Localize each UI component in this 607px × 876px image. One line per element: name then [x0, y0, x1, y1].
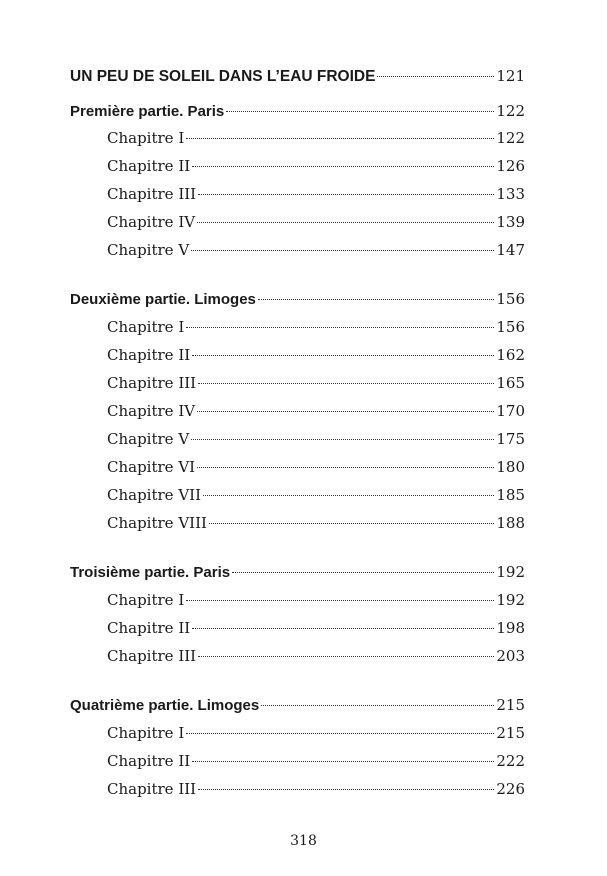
dot-leader: [198, 656, 494, 657]
toc-entry-title: Chapitre I: [107, 318, 185, 336]
toc-entry-page: 188: [496, 514, 525, 532]
dot-leader: [192, 166, 494, 167]
toc-entry-title: Chapitre III: [107, 374, 197, 392]
dot-leader: [192, 761, 494, 762]
toc-entry-title: Chapitre III: [107, 780, 197, 798]
toc-entry-page: 175: [496, 430, 525, 448]
toc-entry-title: UN PEU DE SOLEIL DANS L’EAU FROIDE: [70, 68, 376, 85]
dot-leader: [197, 467, 494, 468]
toc-entry-part: [70, 695, 525, 716]
toc-entry-chapter: [107, 317, 525, 337]
toc-entry-page: 226: [496, 780, 525, 798]
toc-entry-title: Chapitre III: [107, 647, 197, 665]
toc-entry-chapter: [107, 429, 525, 449]
dot-leader: [226, 111, 494, 112]
toc-entry-page: 156: [496, 290, 525, 308]
toc-entry-title: Chapitre IV: [107, 402, 196, 420]
toc-entry-chapter: [107, 240, 525, 260]
dot-leader: [192, 628, 494, 629]
toc-entry-chapter: [107, 184, 525, 204]
toc-entry-page: 222: [496, 752, 525, 770]
dot-leader: [258, 299, 494, 300]
toc-entry-chapter: [107, 345, 525, 365]
toc-entry-page: 192: [496, 563, 525, 581]
dot-leader: [197, 411, 494, 412]
toc-entry-book-title: [70, 66, 525, 87]
toc-entry-chapter: [107, 128, 525, 148]
toc-entry-page: 165: [496, 374, 525, 392]
toc-entry-page: 203: [496, 647, 525, 665]
dot-leader: [186, 600, 494, 601]
toc-entry-title: Troisième partie. Paris: [70, 564, 231, 581]
dot-leader: [186, 327, 494, 328]
toc-entry-page: 170: [496, 402, 525, 420]
toc-entry-part: [70, 101, 525, 122]
toc-entry-chapter: [107, 373, 525, 393]
toc-entry-page: 185: [496, 486, 525, 504]
toc-entry-page: 198: [496, 619, 525, 637]
toc-entry-title: Chapitre I: [107, 129, 185, 147]
toc-entry-chapter: [107, 513, 525, 533]
dot-leader: [261, 705, 494, 706]
toc-entry-page: 126: [496, 157, 525, 175]
toc-entry-title: Chapitre I: [107, 591, 185, 609]
toc-entry-chapter: [107, 212, 525, 232]
toc-entry-chapter: [107, 751, 525, 771]
toc-entry-chapter: [107, 779, 525, 799]
toc-entry-title: Chapitre III: [107, 185, 197, 203]
toc-entry-chapter: [107, 723, 525, 743]
toc-entry-title: Chapitre VI: [107, 458, 196, 476]
toc-entry-page: 122: [496, 129, 525, 147]
dot-leader: [377, 76, 494, 77]
dot-leader: [209, 523, 494, 524]
toc-entry-chapter: [107, 618, 525, 638]
dot-leader: [197, 222, 494, 223]
toc-entry-page: 139: [496, 213, 525, 231]
toc-entry-title: Chapitre VIII: [107, 514, 207, 532]
dot-leader: [191, 250, 494, 251]
dot-leader: [198, 789, 494, 790]
toc-entry-title: Quatrième partie. Limoges: [70, 697, 260, 714]
toc-entry-title: Chapitre II: [107, 752, 191, 770]
toc-entry-title: Chapitre I: [107, 724, 185, 742]
toc-entry-page: 122: [496, 102, 525, 120]
toc-entry-part: [70, 289, 525, 310]
toc-entry-page: 156: [496, 318, 525, 336]
page-number: 318: [290, 833, 317, 849]
dot-leader: [191, 439, 494, 440]
toc-entry-chapter: [107, 401, 525, 421]
toc-entry-chapter: [107, 646, 525, 666]
toc-entry-chapter: [107, 156, 525, 176]
toc-entry-page: 192: [496, 591, 525, 609]
toc-entry-page: 133: [496, 185, 525, 203]
dot-leader: [192, 355, 494, 356]
toc-entry-page: 147: [496, 241, 525, 259]
toc-entry-page: 180: [496, 458, 525, 476]
dot-leader: [198, 383, 494, 384]
toc-entry-title: Deuxième partie. Limoges: [70, 291, 256, 308]
toc-entry-chapter: [107, 590, 525, 610]
toc-entry-page: 121: [496, 67, 525, 85]
toc-entry-title: Première partie. Paris: [70, 103, 225, 120]
toc-entry-title: Chapitre II: [107, 346, 191, 364]
dot-leader: [232, 572, 494, 573]
dot-leader: [186, 733, 494, 734]
dot-leader: [186, 138, 494, 139]
toc-entry-title: Chapitre IV: [107, 213, 196, 231]
dot-leader: [203, 495, 494, 496]
toc-entry-page: 215: [496, 696, 525, 714]
dot-leader: [198, 194, 494, 195]
toc-entry-title: Chapitre V: [107, 241, 190, 259]
toc-entry-part: [70, 562, 525, 583]
toc-entry-chapter: [107, 485, 525, 505]
toc-entry-title: Chapitre VII: [107, 486, 202, 504]
toc-entry-page: 162: [496, 346, 525, 364]
toc-entry-title: Chapitre V: [107, 430, 190, 448]
toc-entry-title: Chapitre II: [107, 157, 191, 175]
toc-entry-chapter: [107, 457, 525, 477]
toc-entry-page: 215: [496, 724, 525, 742]
toc-entry-title: Chapitre II: [107, 619, 191, 637]
